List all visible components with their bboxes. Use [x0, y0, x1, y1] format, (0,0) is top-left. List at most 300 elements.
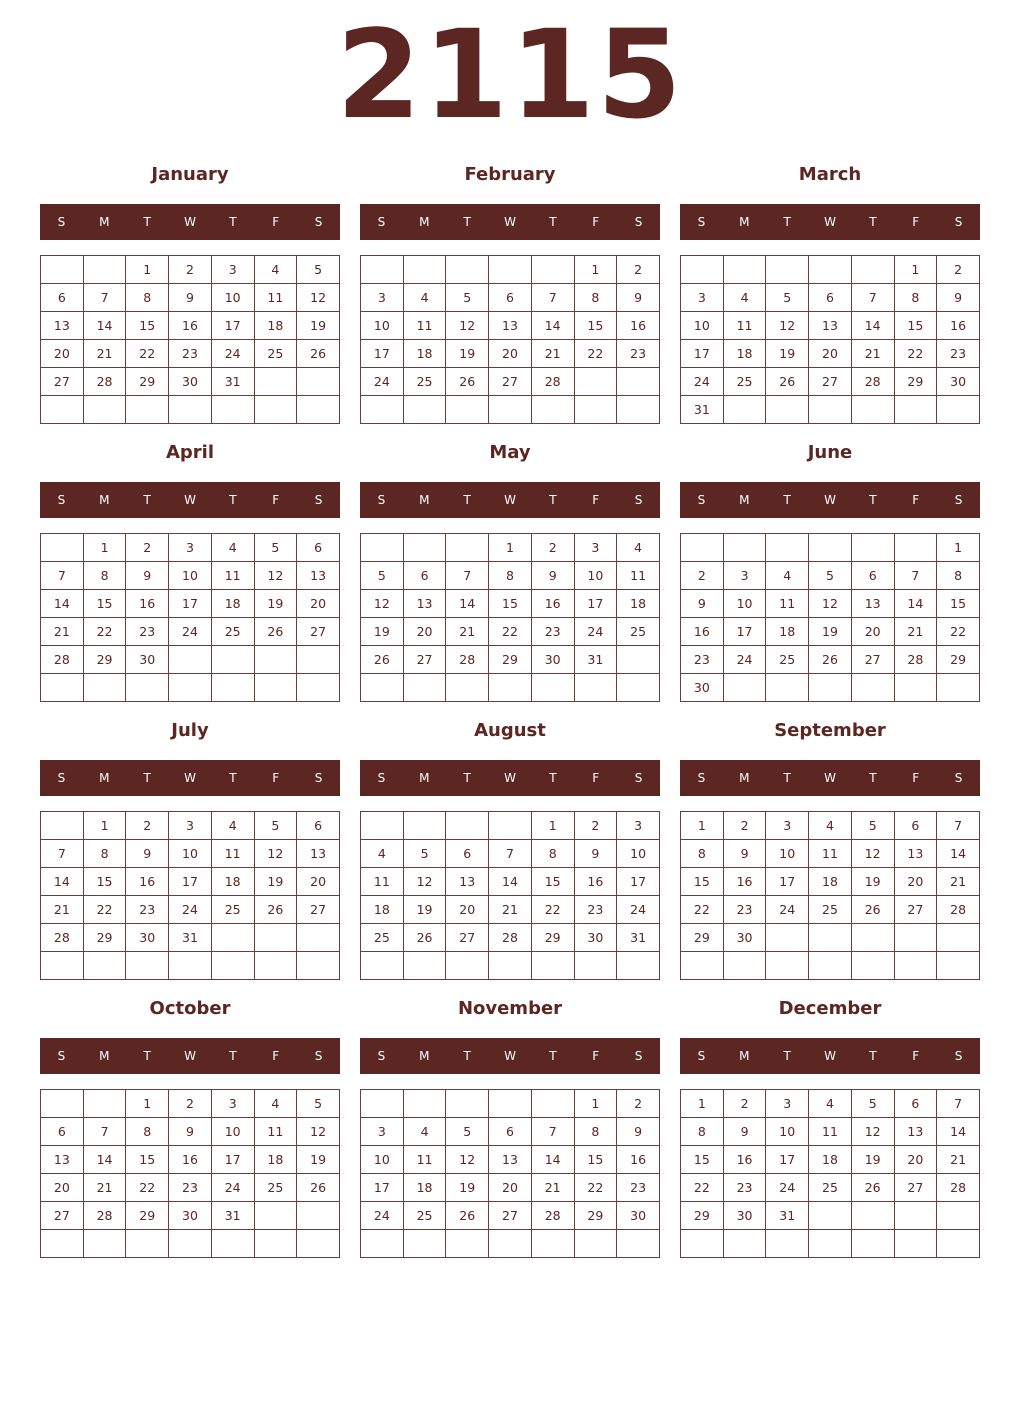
day-cell: 29	[937, 646, 980, 674]
day-cell: 18	[723, 340, 766, 368]
day-cell: 22	[574, 1174, 617, 1202]
day-cell: 12	[851, 1118, 894, 1146]
day-cell: 3	[211, 256, 254, 284]
day-cell: 12	[766, 312, 809, 340]
day-cell: 9	[617, 1118, 660, 1146]
week-row	[681, 340, 980, 368]
day-cell: 13	[489, 312, 532, 340]
weekday-label: W	[184, 1049, 196, 1063]
day-cell: 19	[851, 1146, 894, 1174]
day-cell: 22	[681, 896, 724, 924]
week-row	[361, 868, 660, 896]
weekday-label: W	[824, 1049, 836, 1063]
day-cell	[361, 534, 404, 562]
week-row	[681, 590, 980, 618]
week-row	[681, 1174, 980, 1202]
day-cell	[851, 674, 894, 702]
day-cell: 14	[41, 868, 84, 896]
day-cell: 13	[403, 590, 446, 618]
day-cell: 1	[574, 256, 617, 284]
day-cell: 19	[361, 618, 404, 646]
week-row	[681, 840, 980, 868]
day-grid	[40, 1089, 340, 1258]
weekday-label: S	[954, 1049, 963, 1063]
day-cell	[446, 1230, 489, 1258]
day-cell: 6	[403, 562, 446, 590]
day-cell: 10	[169, 562, 212, 590]
day-cell	[254, 924, 297, 952]
weekday-label: F	[592, 493, 600, 507]
day-cell	[297, 952, 340, 980]
day-cell	[894, 534, 937, 562]
day-cell: 7	[851, 284, 894, 312]
day-cell: 16	[681, 618, 724, 646]
week-row	[361, 1146, 660, 1174]
day-cell: 13	[851, 590, 894, 618]
day-cell: 15	[574, 1146, 617, 1174]
day-cell: 31	[617, 924, 660, 952]
day-cell: 5	[851, 812, 894, 840]
day-cell: 17	[361, 340, 404, 368]
weekday-label: F	[272, 215, 280, 229]
weekday-label: T	[143, 1049, 151, 1063]
day-cell: 10	[766, 1118, 809, 1146]
day-cell: 7	[489, 840, 532, 868]
day-cell: 31	[169, 924, 212, 952]
weekday-header	[680, 482, 980, 518]
day-cell	[723, 952, 766, 980]
day-cell: 9	[681, 590, 724, 618]
weekday-label: W	[184, 215, 196, 229]
day-cell	[851, 396, 894, 424]
day-cell	[169, 674, 212, 702]
weekday-label: M	[419, 493, 430, 507]
day-cell: 9	[617, 284, 660, 312]
day-cell: 19	[297, 312, 340, 340]
day-cell: 28	[851, 368, 894, 396]
weekday-label: T	[229, 215, 237, 229]
weekday-label: T	[463, 493, 471, 507]
day-cell: 3	[723, 562, 766, 590]
day-cell: 10	[361, 312, 404, 340]
day-cell: 9	[531, 562, 574, 590]
day-cell: 5	[851, 1090, 894, 1118]
day-cell: 22	[937, 618, 980, 646]
day-cell: 2	[169, 256, 212, 284]
day-cell	[489, 256, 532, 284]
day-cell: 25	[211, 896, 254, 924]
day-cell	[489, 674, 532, 702]
day-cell: 21	[41, 896, 84, 924]
day-cell: 4	[617, 534, 660, 562]
day-cell: 1	[83, 534, 126, 562]
day-cell: 31	[766, 1202, 809, 1230]
day-cell	[297, 396, 340, 424]
day-cell	[254, 646, 297, 674]
day-cell: 7	[41, 840, 84, 868]
day-cell: 5	[297, 256, 340, 284]
day-cell: 6	[41, 284, 84, 312]
day-cell: 1	[937, 534, 980, 562]
day-cell: 31	[211, 1202, 254, 1230]
weekday-label: T	[463, 1049, 471, 1063]
day-cell: 23	[617, 1174, 660, 1202]
day-cell	[83, 256, 126, 284]
day-cell	[83, 952, 126, 980]
day-cell: 3	[681, 284, 724, 312]
day-cell: 24	[169, 618, 212, 646]
weekday-label: W	[824, 771, 836, 785]
day-cell	[446, 812, 489, 840]
weekday-label: T	[549, 1049, 557, 1063]
weekday-label: S	[634, 215, 643, 229]
day-cell: 26	[851, 896, 894, 924]
day-cell: 26	[254, 618, 297, 646]
day-cell	[574, 952, 617, 980]
day-cell: 27	[297, 896, 340, 924]
day-cell	[851, 256, 894, 284]
day-cell: 9	[169, 284, 212, 312]
day-cell	[809, 952, 852, 980]
day-cell: 6	[297, 812, 340, 840]
day-cell	[254, 1202, 297, 1230]
day-cell	[446, 534, 489, 562]
day-cell: 13	[894, 840, 937, 868]
weekday-label: T	[549, 771, 557, 785]
week-row	[681, 1146, 980, 1174]
day-cell: 7	[531, 1118, 574, 1146]
day-cell: 20	[894, 1146, 937, 1174]
day-cell: 9	[937, 284, 980, 312]
day-cell: 11	[211, 840, 254, 868]
weekday-header	[40, 760, 340, 796]
day-cell: 21	[83, 340, 126, 368]
day-cell	[851, 924, 894, 952]
day-cell: 25	[254, 1174, 297, 1202]
day-cell: 26	[809, 646, 852, 674]
day-cell	[617, 646, 660, 674]
weekday-label: M	[99, 1049, 110, 1063]
month-name: August	[474, 720, 546, 741]
weekday-header	[40, 1038, 340, 1074]
day-cell: 10	[361, 1146, 404, 1174]
day-cell: 26	[766, 368, 809, 396]
day-cell: 23	[126, 618, 169, 646]
day-cell: 26	[297, 1174, 340, 1202]
day-cell: 17	[169, 868, 212, 896]
day-cell: 26	[851, 1174, 894, 1202]
day-cell: 8	[574, 284, 617, 312]
day-cell	[489, 1090, 532, 1118]
day-cell: 22	[126, 1174, 169, 1202]
day-cell	[403, 534, 446, 562]
day-cell: 25	[809, 1174, 852, 1202]
day-cell: 17	[766, 868, 809, 896]
week-row	[41, 284, 340, 312]
day-cell: 1	[83, 812, 126, 840]
day-cell: 4	[361, 840, 404, 868]
day-cell	[169, 396, 212, 424]
day-cell: 18	[617, 590, 660, 618]
day-cell: 6	[297, 534, 340, 562]
day-cell: 12	[446, 312, 489, 340]
day-cell: 15	[681, 1146, 724, 1174]
day-cell: 15	[681, 868, 724, 896]
week-row	[681, 368, 980, 396]
day-cell: 3	[169, 812, 212, 840]
day-cell: 1	[489, 534, 532, 562]
week-row	[361, 924, 660, 952]
day-cell	[361, 952, 404, 980]
day-cell: 15	[126, 1146, 169, 1174]
day-cell: 6	[446, 840, 489, 868]
week-row	[681, 868, 980, 896]
day-cell: 19	[851, 868, 894, 896]
day-cell	[297, 646, 340, 674]
week-row	[41, 340, 340, 368]
day-cell: 30	[169, 368, 212, 396]
day-cell	[169, 952, 212, 980]
day-cell: 14	[937, 840, 980, 868]
weekday-label: S	[634, 1049, 643, 1063]
day-cell	[446, 952, 489, 980]
day-cell	[361, 1090, 404, 1118]
day-cell: 7	[41, 562, 84, 590]
day-cell	[574, 396, 617, 424]
day-cell	[617, 952, 660, 980]
day-cell: 25	[403, 368, 446, 396]
month-name: October	[149, 998, 231, 1019]
weekday-label: S	[314, 215, 323, 229]
day-cell: 16	[574, 868, 617, 896]
day-cell: 23	[723, 896, 766, 924]
weekday-label: M	[419, 771, 430, 785]
weekday-label: T	[143, 493, 151, 507]
day-cell: 14	[446, 590, 489, 618]
day-cell: 6	[851, 562, 894, 590]
day-cell	[681, 952, 724, 980]
day-cell: 15	[574, 312, 617, 340]
day-cell	[723, 534, 766, 562]
day-cell	[83, 1230, 126, 1258]
day-cell: 10	[211, 1118, 254, 1146]
day-cell	[169, 1230, 212, 1258]
week-row	[41, 534, 340, 562]
year-title: 2115	[336, 4, 684, 146]
day-cell: 8	[681, 1118, 724, 1146]
day-cell: 12	[297, 1118, 340, 1146]
day-cell	[254, 396, 297, 424]
weekday-label: S	[314, 1049, 323, 1063]
day-cell: 5	[361, 562, 404, 590]
week-row	[681, 562, 980, 590]
day-cell: 23	[723, 1174, 766, 1202]
day-cell: 25	[723, 368, 766, 396]
day-cell: 13	[446, 868, 489, 896]
day-cell	[617, 368, 660, 396]
weekday-label: F	[592, 1049, 600, 1063]
day-cell: 21	[531, 340, 574, 368]
day-cell	[851, 1230, 894, 1258]
month-name: December	[778, 998, 882, 1019]
day-cell: 25	[361, 924, 404, 952]
day-cell: 30	[126, 646, 169, 674]
day-cell: 16	[126, 590, 169, 618]
day-cell: 2	[937, 256, 980, 284]
day-cell: 16	[531, 590, 574, 618]
weekday-label: T	[869, 771, 877, 785]
day-cell: 9	[574, 840, 617, 868]
week-row	[41, 618, 340, 646]
day-cell: 20	[297, 868, 340, 896]
day-cell: 15	[531, 868, 574, 896]
day-cell	[851, 952, 894, 980]
week-row	[681, 646, 980, 674]
week-row	[41, 368, 340, 396]
day-cell: 24	[617, 896, 660, 924]
day-cell: 12	[361, 590, 404, 618]
day-cell: 18	[809, 868, 852, 896]
day-cell: 24	[361, 1202, 404, 1230]
weekday-label: F	[592, 215, 600, 229]
day-cell	[574, 1230, 617, 1258]
day-cell: 30	[531, 646, 574, 674]
day-cell	[531, 952, 574, 980]
day-cell: 18	[809, 1146, 852, 1174]
day-cell	[489, 1230, 532, 1258]
day-cell: 6	[41, 1118, 84, 1146]
day-cell	[937, 952, 980, 980]
week-row	[681, 534, 980, 562]
day-cell: 7	[894, 562, 937, 590]
day-cell: 3	[766, 1090, 809, 1118]
day-cell: 9	[723, 1118, 766, 1146]
week-row	[361, 674, 660, 702]
weekday-label: W	[504, 215, 516, 229]
day-cell: 12	[254, 840, 297, 868]
weekday-label: T	[783, 771, 791, 785]
day-cell: 27	[489, 368, 532, 396]
day-cell: 26	[361, 646, 404, 674]
day-cell: 8	[83, 562, 126, 590]
day-cell	[446, 674, 489, 702]
day-cell: 26	[446, 1202, 489, 1230]
day-cell: 21	[531, 1174, 574, 1202]
day-cell: 16	[617, 312, 660, 340]
day-cell: 24	[723, 646, 766, 674]
day-cell: 7	[937, 812, 980, 840]
day-cell	[297, 1230, 340, 1258]
day-cell: 26	[403, 924, 446, 952]
weekday-label: M	[99, 493, 110, 507]
day-cell: 25	[809, 896, 852, 924]
day-cell	[723, 396, 766, 424]
week-row	[361, 646, 660, 674]
day-grid	[360, 533, 660, 702]
day-cell: 7	[937, 1090, 980, 1118]
day-cell	[41, 674, 84, 702]
day-cell	[531, 1230, 574, 1258]
day-cell: 3	[766, 812, 809, 840]
day-cell: 4	[766, 562, 809, 590]
day-cell: 13	[41, 1146, 84, 1174]
day-cell: 8	[126, 284, 169, 312]
day-cell: 1	[126, 1090, 169, 1118]
weekday-label: T	[783, 215, 791, 229]
day-cell	[894, 674, 937, 702]
week-row	[681, 396, 980, 424]
day-cell	[446, 396, 489, 424]
week-row	[361, 590, 660, 618]
day-cell: 28	[83, 1202, 126, 1230]
weekday-label: T	[869, 1049, 877, 1063]
week-row	[41, 256, 340, 284]
day-cell: 29	[489, 646, 532, 674]
weekday-label: M	[739, 493, 750, 507]
weekday-label: W	[824, 215, 836, 229]
day-cell: 26	[446, 368, 489, 396]
weekday-header	[360, 204, 660, 240]
day-cell	[211, 952, 254, 980]
day-cell: 25	[254, 340, 297, 368]
day-cell: 12	[446, 1146, 489, 1174]
week-row	[361, 562, 660, 590]
day-cell	[531, 1090, 574, 1118]
day-cell: 21	[489, 896, 532, 924]
day-cell: 24	[681, 368, 724, 396]
week-row	[361, 1202, 660, 1230]
day-cell	[41, 256, 84, 284]
day-cell	[531, 256, 574, 284]
weekday-label: S	[57, 215, 66, 229]
day-cell: 17	[681, 340, 724, 368]
weekday-label: T	[229, 493, 237, 507]
weekday-label: T	[549, 493, 557, 507]
day-cell: 25	[766, 646, 809, 674]
week-row	[41, 1090, 340, 1118]
day-cell: 28	[83, 368, 126, 396]
day-cell: 30	[617, 1202, 660, 1230]
day-cell	[211, 646, 254, 674]
weekday-label: W	[184, 493, 196, 507]
week-row	[681, 1090, 980, 1118]
day-cell: 10	[169, 840, 212, 868]
day-cell	[361, 812, 404, 840]
weekday-label: S	[57, 1049, 66, 1063]
day-cell: 12	[809, 590, 852, 618]
day-cell: 14	[531, 1146, 574, 1174]
day-cell: 22	[574, 340, 617, 368]
day-grid	[680, 533, 980, 702]
day-cell	[489, 952, 532, 980]
weekday-label: W	[504, 771, 516, 785]
day-cell: 7	[83, 1118, 126, 1146]
week-row	[681, 1202, 980, 1230]
day-cell	[937, 396, 980, 424]
day-cell	[403, 396, 446, 424]
weekday-label: S	[697, 493, 706, 507]
week-row	[41, 840, 340, 868]
month-name: February	[464, 164, 556, 185]
day-cell: 22	[83, 896, 126, 924]
day-cell: 20	[894, 868, 937, 896]
day-cell	[723, 256, 766, 284]
day-cell	[809, 534, 852, 562]
day-cell: 16	[617, 1146, 660, 1174]
weekday-label: F	[272, 771, 280, 785]
weekday-label: W	[824, 493, 836, 507]
weekday-label: T	[463, 215, 471, 229]
